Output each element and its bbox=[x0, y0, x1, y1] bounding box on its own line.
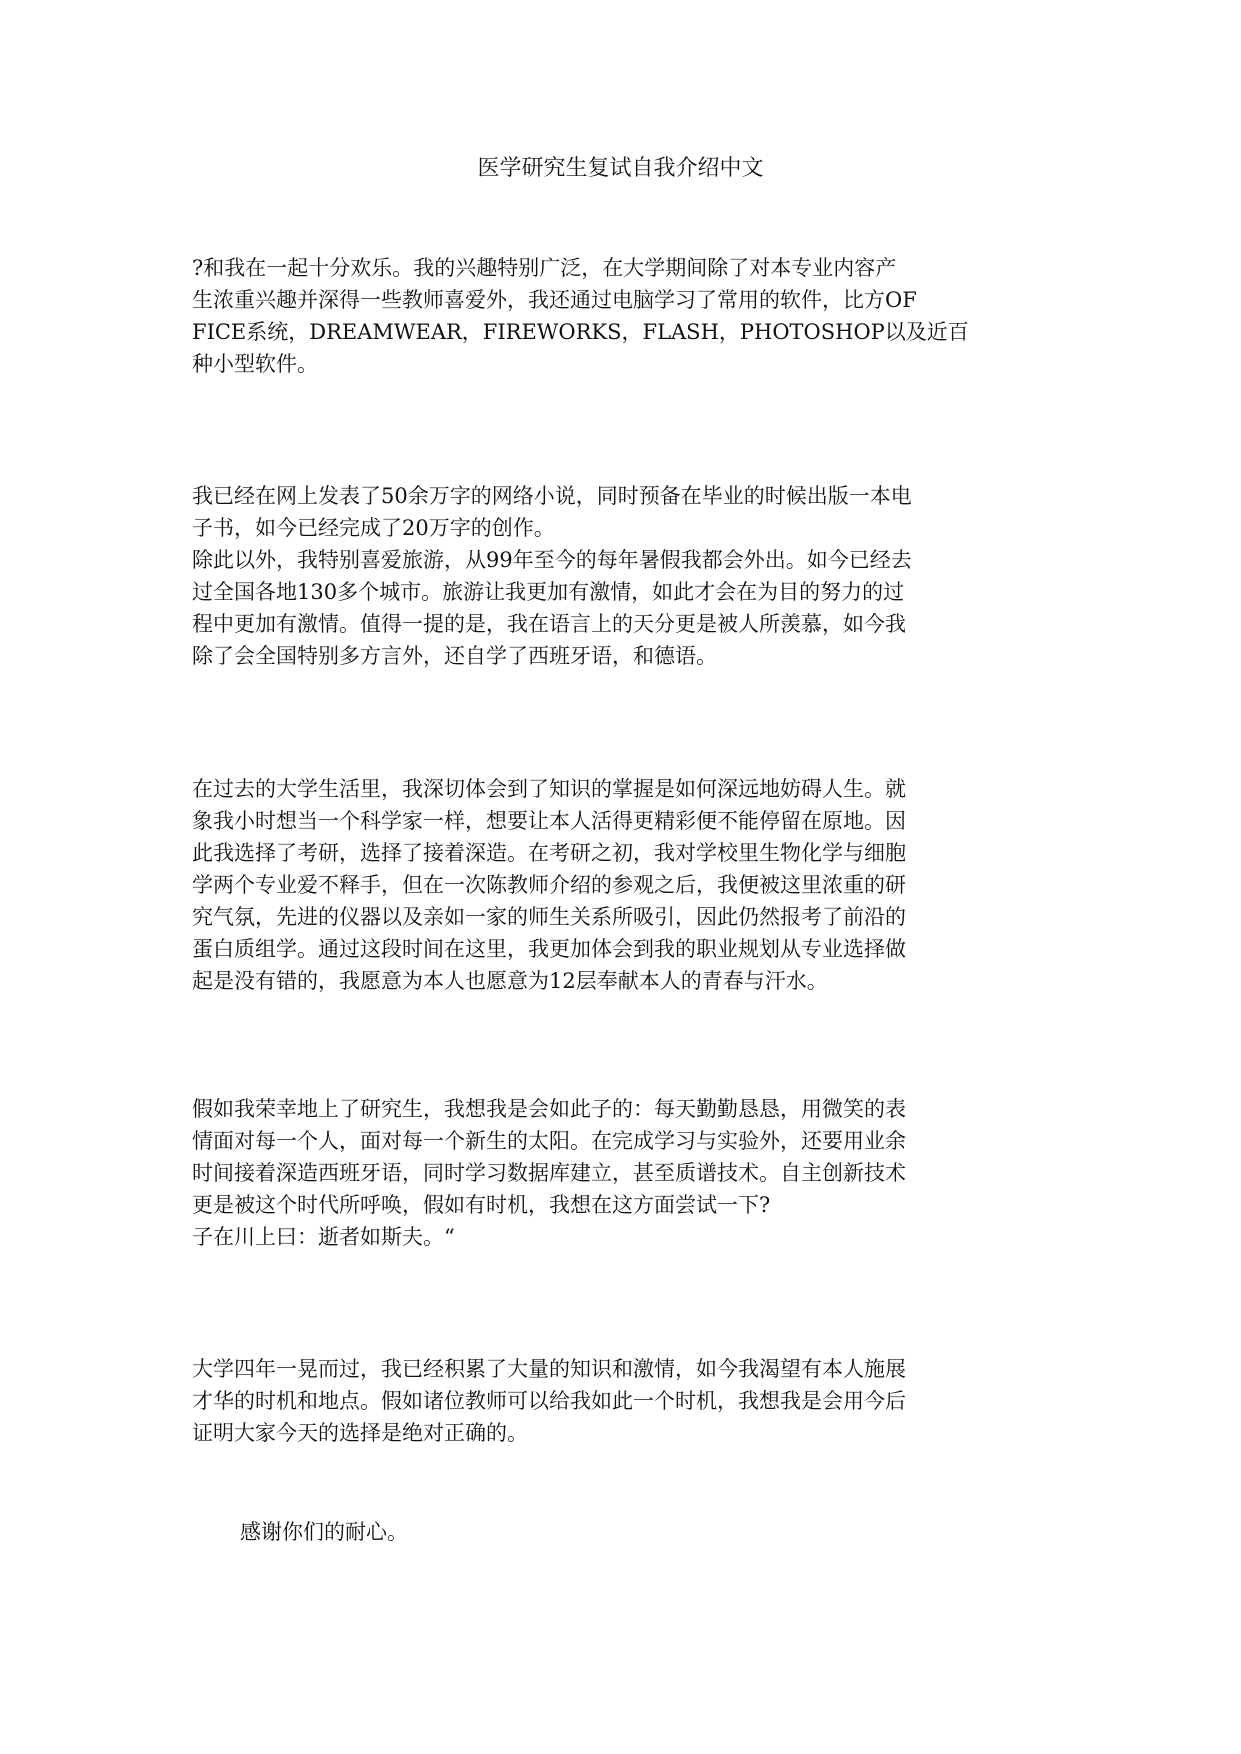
paragraph-line: 在过去的大学生活里，我深切体会到了知识的掌握是如何深远地妨碍人生。就 bbox=[192, 777, 906, 801]
paragraph-line: 究气氛，先进的仪器以及亲如一家的师生关系所吸引，因此仍然报考了前沿的 bbox=[192, 905, 906, 929]
paragraph-line: 此我选择了考研，选择了接着深造。在考研之初，我对学校里生物化学与细胞 bbox=[192, 841, 906, 865]
paragraph-line: 更是被这个时代所呼唤，假如有时机，我想在这方面尝试一下? bbox=[192, 1193, 771, 1217]
paragraph-line: 程中更加有激情。值得一提的是，我在语言上的天分更是被人所羡慕，如今我 bbox=[192, 612, 906, 636]
paragraph-line: 子在川上曰：逝者如斯夫。“ bbox=[192, 1225, 455, 1249]
paragraph-line: 假如我荣幸地上了研究生，我想我是会如此子的：每天勤勤恳恳，用微笑的表 bbox=[192, 1097, 906, 1121]
paragraph-line: 我已经在网上发表了50余万字的网络小说，同时预备在毕业的时候出版一本电 bbox=[192, 484, 912, 508]
paragraph-line: 才华的时机和地点。假如诸位教师可以给我如此一个时机，我想我是会用今后 bbox=[192, 1389, 906, 1413]
paragraph-conclusion bbox=[192, 1353, 1052, 1449]
paragraph-graduate-plans bbox=[192, 1093, 1052, 1253]
paragraph-line: 过全国各地130多个城市。旅游让我更加有激情，如此才会在为目的努力的过 bbox=[192, 580, 905, 604]
paragraph-line: 起是没有错的，我愿意为本人也愿意为12层奉献本人的青春与汗水。 bbox=[192, 969, 828, 993]
paragraph-university-life bbox=[192, 773, 1052, 997]
paragraph-line: 子书，如今已经完成了20万字的创作。 bbox=[192, 516, 555, 540]
paragraph-writing-travel bbox=[192, 480, 1052, 672]
paragraph-line: 大学四年一晃而过，我已经积累了大量的知识和激情，如今我渴望有本人施展 bbox=[192, 1357, 906, 1381]
paragraph-line: ?和我在一起十分欢乐。我的兴趣特别广泛，在大学期间除了对本专业内容产 bbox=[192, 256, 897, 280]
paragraph-line: 时间接着深造西班牙语，同时学习数据库建立，甚至质谱技术。自主创新技术 bbox=[192, 1161, 906, 1185]
paragraph-line: FICE系统，DREAMWEAR，FIREWORKS，FLASH，PHOTOSHOP以及近百 bbox=[192, 320, 969, 344]
paragraph-line: 情面对每一个人，面对每一个新生的太阳。在完成学习与实验外，还要用业余 bbox=[192, 1129, 906, 1153]
paragraph-line: 除此以外，我特别喜爱旅游，从99年至今的每年暑假我都会外出。如今已经去 bbox=[192, 548, 912, 572]
paragraph-line: 象我小时想当一个科学家一样，想要让本人活得更精彩便不能停留在原地。因 bbox=[192, 809, 906, 833]
paragraph-line: 种小型软件。 bbox=[192, 352, 318, 376]
closing-line: 感谢你们的耐心。 bbox=[240, 1520, 408, 1544]
paragraph-line: 证明大家今天的选择是绝对正确的。 bbox=[192, 1421, 528, 1445]
paragraph-line: 蛋白质组学。通过这段时间在这里，我更加体会到我的职业规划从专业选择做 bbox=[192, 937, 906, 961]
paragraph-line: 学两个专业爱不释手，但在一次陈教师介绍的参观之后，我便被这里浓重的研 bbox=[192, 873, 906, 897]
paragraph-line: 生浓重兴趣并深得一些教师喜爱外，我还通过电脑学习了常用的软件，比方OF bbox=[192, 288, 917, 312]
paragraph-line: 除了会全国特别多方言外，还自学了西班牙语，和德语。 bbox=[192, 644, 717, 668]
paragraph-hobbies-software bbox=[192, 252, 1052, 380]
document-title: 医学研究生复试自我介绍中文 bbox=[477, 156, 764, 181]
